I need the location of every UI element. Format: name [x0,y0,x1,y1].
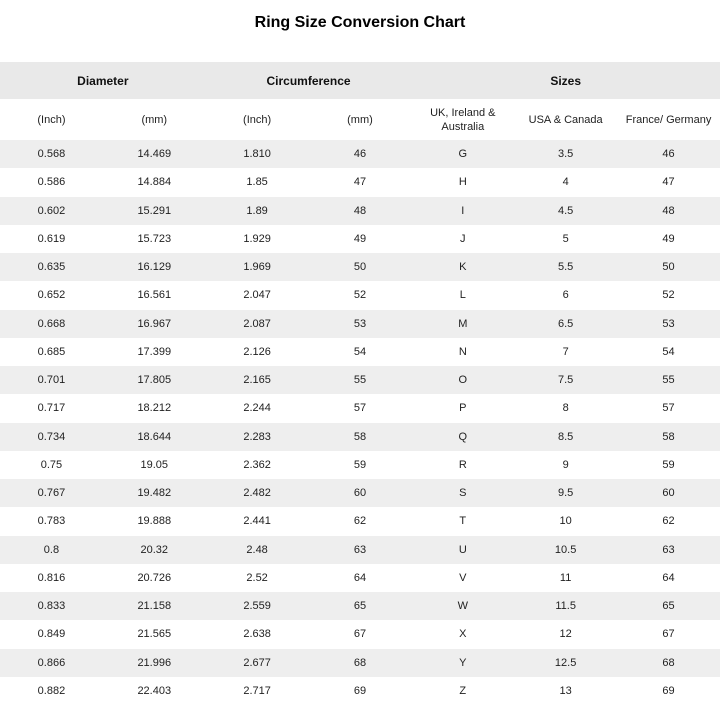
table-row [0,253,720,281]
cell-diameter-inch: 0.816 [0,564,103,592]
table-row [0,677,720,705]
cell-size-uk-ireland-australia: N [411,338,514,366]
cell-size-uk-ireland-australia: W [411,592,514,620]
cell-diameter-mm: 15.723 [103,225,206,253]
column-group-circumference: Circumference [206,62,412,99]
cell-size-france-germany: 53 [617,310,720,338]
cell-size-uk-ireland-australia: K [411,253,514,281]
column-header-circumference-mm: (mm) [309,99,412,140]
cell-circumference-mm: 52 [309,281,412,309]
column-header-circumference-inch: (Inch) [206,99,309,140]
cell-size-usa-canada: 10 [514,507,617,535]
cell-size-usa-canada: 8 [514,394,617,422]
cell-diameter-inch: 0.8 [0,536,103,564]
cell-size-usa-canada: 12.5 [514,649,617,677]
cell-diameter-mm: 14.469 [103,140,206,168]
cell-diameter-inch: 0.635 [0,253,103,281]
cell-size-france-germany: 60 [617,479,720,507]
cell-diameter-inch: 0.783 [0,507,103,535]
cell-size-france-germany: 49 [617,225,720,253]
table-row [0,197,720,225]
cell-size-usa-canada: 9 [514,451,617,479]
cell-size-uk-ireland-australia: V [411,564,514,592]
cell-circumference-mm: 47 [309,168,412,196]
cell-circumference-inch: 2.126 [206,338,309,366]
cell-size-france-germany: 64 [617,564,720,592]
cell-diameter-inch: 0.767 [0,479,103,507]
table-row [0,168,720,196]
table-row [0,423,720,451]
table-row [0,479,720,507]
cell-size-france-germany: 65 [617,592,720,620]
table-row [0,366,720,394]
cell-diameter-mm: 18.212 [103,394,206,422]
cell-circumference-inch: 2.677 [206,649,309,677]
cell-circumference-inch: 2.48 [206,536,309,564]
cell-circumference-inch: 2.362 [206,451,309,479]
cell-diameter-inch: 0.685 [0,338,103,366]
cell-diameter-inch: 0.668 [0,310,103,338]
table-row [0,140,720,168]
cell-diameter-mm: 16.129 [103,253,206,281]
column-group-sizes: Sizes [411,62,720,99]
cell-size-france-germany: 59 [617,451,720,479]
cell-circumference-mm: 68 [309,649,412,677]
cell-size-usa-canada: 4.5 [514,197,617,225]
cell-size-usa-canada: 7 [514,338,617,366]
cell-circumference-inch: 2.244 [206,394,309,422]
cell-size-france-germany: 48 [617,197,720,225]
cell-diameter-inch: 0.619 [0,225,103,253]
cell-diameter-inch: 0.586 [0,168,103,196]
cell-size-uk-ireland-australia: J [411,225,514,253]
cell-circumference-mm: 46 [309,140,412,168]
cell-diameter-inch: 0.652 [0,281,103,309]
cell-size-france-germany: 58 [617,423,720,451]
cell-size-uk-ireland-australia: I [411,197,514,225]
cell-diameter-inch: 0.734 [0,423,103,451]
page-title: Ring Size Conversion Chart [254,14,466,31]
cell-circumference-mm: 48 [309,197,412,225]
cell-circumference-mm: 69 [309,677,412,705]
column-header-usa-canada: USA & Canada [514,99,617,140]
cell-diameter-inch: 0.701 [0,366,103,394]
cell-size-france-germany: 63 [617,536,720,564]
cell-size-uk-ireland-australia: T [411,507,514,535]
cell-circumference-mm: 60 [309,479,412,507]
cell-size-usa-canada: 10.5 [514,536,617,564]
cell-size-uk-ireland-australia: M [411,310,514,338]
cell-size-usa-canada: 11 [514,564,617,592]
cell-circumference-mm: 65 [309,592,412,620]
cell-diameter-mm: 16.561 [103,281,206,309]
cell-circumference-mm: 58 [309,423,412,451]
column-header-france-germany: France/ Germany [617,99,720,140]
cell-circumference-mm: 53 [309,310,412,338]
cell-circumference-inch: 2.482 [206,479,309,507]
cell-size-uk-ireland-australia: X [411,620,514,648]
cell-circumference-inch: 2.441 [206,507,309,535]
cell-diameter-mm: 21.565 [103,620,206,648]
cell-size-usa-canada: 5.5 [514,253,617,281]
table-row [0,564,720,592]
cell-circumference-inch: 2.559 [206,592,309,620]
column-group-row [0,62,720,99]
cell-size-france-germany: 69 [617,677,720,705]
cell-circumference-mm: 55 [309,366,412,394]
cell-size-usa-canada: 4 [514,168,617,196]
cell-diameter-mm: 19.482 [103,479,206,507]
cell-size-france-germany: 52 [617,281,720,309]
cell-circumference-inch: 1.969 [206,253,309,281]
table-row [0,451,720,479]
cell-size-usa-canada: 5 [514,225,617,253]
table-row [0,592,720,620]
cell-diameter-inch: 0.602 [0,197,103,225]
cell-diameter-mm: 21.158 [103,592,206,620]
cell-size-usa-canada: 9.5 [514,479,617,507]
table-row [0,338,720,366]
cell-size-uk-ireland-australia: S [411,479,514,507]
cell-diameter-inch: 0.568 [0,140,103,168]
cell-size-uk-ireland-australia: O [411,366,514,394]
cell-size-usa-canada: 6.5 [514,310,617,338]
cell-size-uk-ireland-australia: G [411,140,514,168]
cell-size-uk-ireland-australia: P [411,394,514,422]
table-row [0,310,720,338]
cell-circumference-mm: 50 [309,253,412,281]
cell-diameter-mm: 16.967 [103,310,206,338]
cell-size-uk-ireland-australia: L [411,281,514,309]
column-group-diameter: Diameter [0,62,206,99]
cell-size-france-germany: 67 [617,620,720,648]
cell-size-france-germany: 50 [617,253,720,281]
cell-size-uk-ireland-australia: H [411,168,514,196]
cell-circumference-inch: 2.283 [206,423,309,451]
cell-circumference-mm: 57 [309,394,412,422]
table-row [0,536,720,564]
cell-size-france-germany: 57 [617,394,720,422]
table-row [0,394,720,422]
cell-size-usa-canada: 3.5 [514,140,617,168]
cell-size-france-germany: 54 [617,338,720,366]
column-header-uk-ireland-australia: UK, Ireland & Australia [411,99,514,140]
cell-diameter-mm: 15.291 [103,197,206,225]
cell-circumference-inch: 1.85 [206,168,309,196]
cell-circumference-inch: 1.929 [206,225,309,253]
cell-size-usa-canada: 12 [514,620,617,648]
cell-size-usa-canada: 13 [514,677,617,705]
column-header-diameter-inch: (Inch) [0,99,103,140]
cell-diameter-mm: 17.805 [103,366,206,394]
cell-diameter-inch: 0.717 [0,394,103,422]
cell-circumference-mm: 67 [309,620,412,648]
cell-size-usa-canada: 6 [514,281,617,309]
cell-circumference-inch: 2.087 [206,310,309,338]
cell-diameter-mm: 22.403 [103,677,206,705]
cell-circumference-mm: 49 [309,225,412,253]
cell-circumference-inch: 2.047 [206,281,309,309]
cell-size-france-germany: 68 [617,649,720,677]
cell-size-usa-canada: 8.5 [514,423,617,451]
cell-circumference-inch: 2.638 [206,620,309,648]
cell-diameter-mm: 20.726 [103,564,206,592]
cell-size-france-germany: 47 [617,168,720,196]
cell-diameter-inch: 0.849 [0,620,103,648]
cell-diameter-mm: 19.05 [103,451,206,479]
cell-diameter-inch: 0.882 [0,677,103,705]
cell-diameter-inch: 0.75 [0,451,103,479]
column-header-row [0,99,720,140]
cell-size-france-germany: 46 [617,140,720,168]
cell-circumference-inch: 2.717 [206,677,309,705]
cell-size-france-germany: 62 [617,507,720,535]
cell-diameter-mm: 21.996 [103,649,206,677]
column-header-diameter-mm: (mm) [103,99,206,140]
cell-diameter-inch: 0.833 [0,592,103,620]
cell-size-uk-ireland-australia: Y [411,649,514,677]
ring-size-conversion-table [0,62,720,705]
cell-size-uk-ireland-australia: Q [411,423,514,451]
cell-size-usa-canada: 7.5 [514,366,617,394]
cell-diameter-mm: 17.399 [103,338,206,366]
cell-circumference-inch: 2.165 [206,366,309,394]
cell-circumference-mm: 63 [309,536,412,564]
cell-diameter-inch: 0.866 [0,649,103,677]
cell-size-france-germany: 55 [617,366,720,394]
table-row [0,649,720,677]
cell-diameter-mm: 20.32 [103,536,206,564]
table-row [0,507,720,535]
table-row [0,281,720,309]
cell-diameter-mm: 18.644 [103,423,206,451]
table-row [0,620,720,648]
table-body [0,140,720,705]
cell-diameter-mm: 14.884 [103,168,206,196]
cell-circumference-mm: 59 [309,451,412,479]
cell-circumference-inch: 1.810 [206,140,309,168]
cell-diameter-mm: 19.888 [103,507,206,535]
cell-size-uk-ireland-australia: U [411,536,514,564]
table-row [0,225,720,253]
cell-size-uk-ireland-australia: R [411,451,514,479]
cell-size-usa-canada: 11.5 [514,592,617,620]
cell-circumference-mm: 54 [309,338,412,366]
cell-circumference-mm: 62 [309,507,412,535]
cell-size-uk-ireland-australia: Z [411,677,514,705]
cell-circumference-inch: 1.89 [206,197,309,225]
cell-circumference-inch: 2.52 [206,564,309,592]
cell-circumference-mm: 64 [309,564,412,592]
